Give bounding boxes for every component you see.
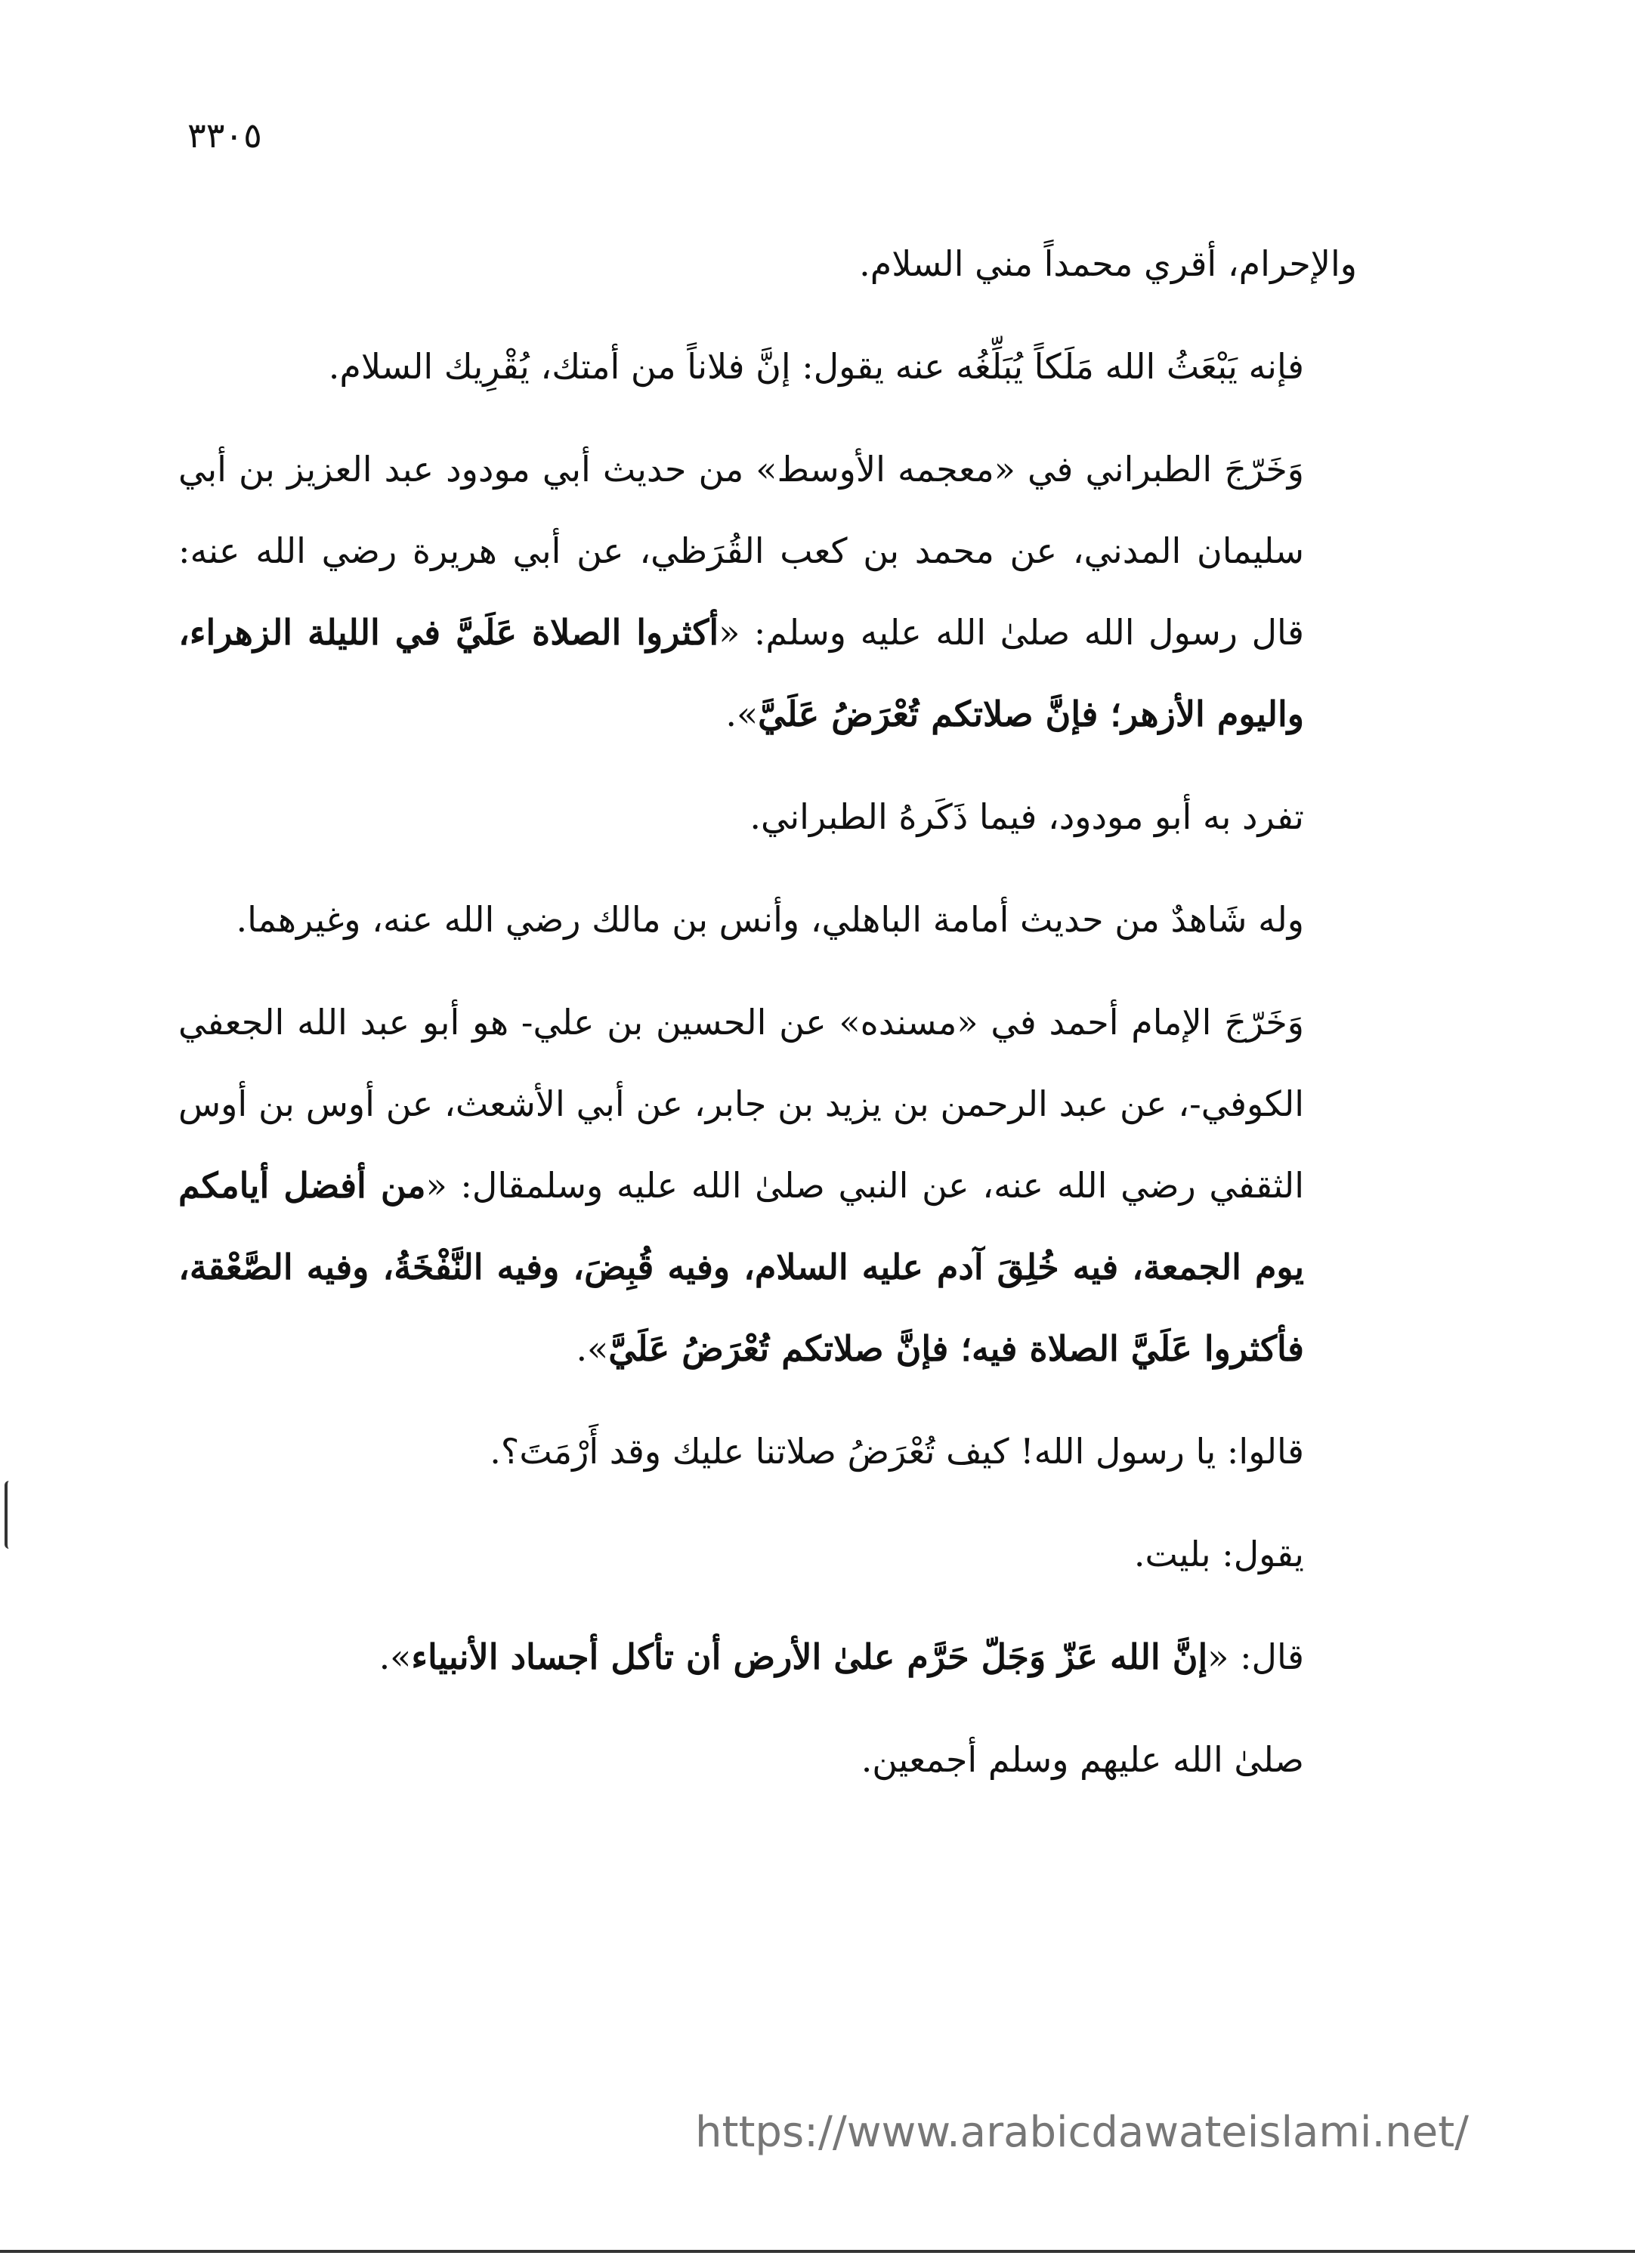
paragraph — [178, 776, 1357, 857]
hadith-quote-text: من أفضل أيامكم يوم الجمعة، فيه خُلِقَ آدم عليه السلام، وفيه قُبِضَ، وفيه النَّفْخَةُ، وفيه الصَّعْقة، فأكثروا عَلَيَّ الصلاة فيه؛ فإنَّ صلاتكم تُعْرَضُ عَلَيَّ — [178, 1165, 1304, 1369]
paragraph-text: قال: « — [1207, 1636, 1304, 1677]
hadith-quote-text: أكثروا الصلاة عَلَيَّ في الليلة الزهراء، واليوم الأزهر؛ فإنَّ صلاتكم تُعْرَضُ عَلَيَّ — [178, 612, 1304, 734]
margin-mark — [5, 1481, 15, 1549]
paragraph — [178, 1411, 1357, 1492]
paragraph-text: ». — [379, 1636, 412, 1677]
bottom-rule — [0, 2250, 1635, 2253]
paragraph-text: صلىٰ الله عليهم وسلم أجمعين. — [861, 1739, 1304, 1780]
source-url: https://www.arabicdawateislami.net/ — [695, 2108, 1470, 2157]
paragraph-text: وَخَرّجَ الطبراني في «معجمه الأوسط» من حديث أبي مودود عبد العزيز بن أبي سليمان المدني، عن محمد بن كعب القُرَظي، عن أبي هريرة رضي الله عنه: قال رسول الله صلىٰ الله عليه وسلم: « — [178, 449, 1304, 653]
paragraph-text: قالوا: يا رسول الله! كيف تُعْرَضُ صلاتنا عليك وقد أَرْمَتَ؟. — [490, 1431, 1304, 1472]
paragraph-text: وَخَرّجَ الإمام أحمد في «مسنده» عن الحسين بن علي- هو أبو عبد الله الجعفي الكوفي-، عن عبد الرحمن بن يزيد بن جابر، عن أبي الأشعث، عن أوس بن أوس الثقفي رضي الله عنه، عن النبي صلىٰ الله عليه وسلمقال: « — [178, 1002, 1304, 1206]
hadith-quote-text: إنَّ الله عَزّ وَجَلّ حَرَّم علىٰ الأرض أن تأكل أجساد الأنبياء — [411, 1636, 1208, 1677]
paragraph-text: فإنه يَبْعَثُ الله مَلَكاً يُبَلِّغُه عنه يقول: إنَّ فلاناً من أمتك، يُقْرِيك السلام. — [328, 346, 1304, 387]
paragraph-text: تفرد به أبو مودود، فيما ذَكَرهُ الطبراني. — [750, 796, 1304, 837]
paragraph-text: والإحرام، أقري محمداً مني السلام. — [859, 243, 1357, 284]
paragraph — [178, 879, 1357, 960]
paragraph-text: وله شَاهدٌ من حديث أمامة الباهلي، وأنس بن مالك رضي الله عنه، وغيرهما. — [236, 899, 1304, 940]
paragraph — [178, 981, 1357, 1389]
paragraph-text: ». — [725, 694, 759, 734]
paragraph-text: يقول: بليت. — [1133, 1534, 1304, 1574]
paragraph — [178, 326, 1357, 407]
page-body-text — [178, 223, 1357, 1822]
paragraph-text: ». — [576, 1328, 609, 1369]
paragraph — [178, 1616, 1357, 1698]
paragraph — [178, 223, 1357, 304]
paragraph — [178, 428, 1357, 755]
page-number: ٣٣٠٥ — [187, 115, 262, 156]
paragraph — [178, 1719, 1357, 1800]
paragraph — [178, 1513, 1357, 1595]
